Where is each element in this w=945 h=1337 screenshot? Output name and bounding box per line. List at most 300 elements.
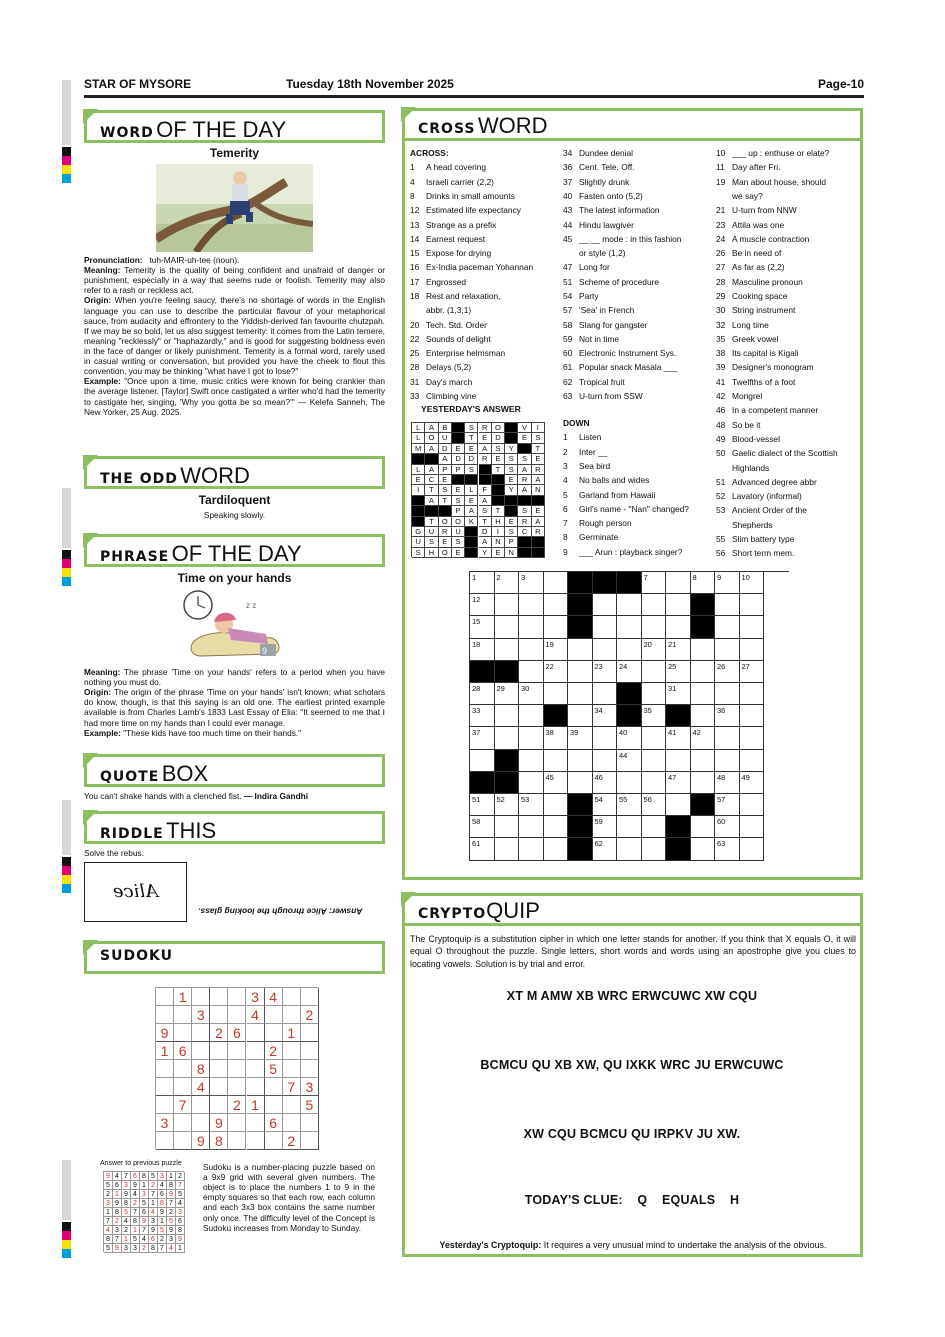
sudoku-cell[interactable]: 1 (283, 1024, 301, 1042)
sudoku-cell[interactable] (156, 1132, 174, 1150)
crossword-cell[interactable] (666, 794, 691, 816)
sudoku-cell[interactable]: 2 (265, 1042, 283, 1060)
crossword-cell[interactable] (519, 838, 544, 860)
clue-row (563, 516, 713, 530)
crossword-cell[interactable] (691, 661, 716, 683)
crossword-cell[interactable] (715, 794, 740, 816)
sudoku-cell[interactable] (156, 1096, 174, 1114)
sudoku-cell[interactable] (283, 1042, 301, 1060)
clue-text: Listen (579, 432, 602, 443)
crossword-clue-number: 23 (594, 661, 603, 671)
sudoku-cell[interactable] (301, 1114, 319, 1132)
answer-cell: A (425, 496, 438, 506)
sudoku-cell[interactable] (228, 1078, 246, 1096)
crossword-cell[interactable] (642, 661, 667, 683)
sudoku-cell[interactable] (174, 1060, 192, 1078)
crossword-cell[interactable] (519, 705, 544, 727)
clue-number: 18 (410, 290, 420, 301)
yesterday-answer-grid (411, 422, 545, 557)
crossword-cell[interactable] (470, 705, 495, 727)
crossword-clue-number: 1 (472, 573, 477, 582)
clue-text: Day after Fri. (732, 162, 781, 173)
sudoku-cell[interactable]: 9 (192, 1132, 210, 1150)
crossword-cell[interactable] (470, 838, 495, 860)
crossword-cell[interactable] (568, 727, 593, 749)
crossword-cell[interactable] (666, 594, 691, 616)
sudoku-cell[interactable] (174, 1132, 192, 1150)
crossword-cell[interactable] (470, 572, 495, 594)
sudoku-cell[interactable] (210, 1042, 228, 1060)
sudoku-cell[interactable] (174, 1006, 192, 1024)
crossword-cell[interactable] (568, 639, 593, 661)
sudoku-grid[interactable] (155, 987, 318, 1149)
crossword-cell[interactable] (691, 705, 716, 727)
crossword-cell[interactable] (519, 594, 544, 616)
sudoku-cell[interactable] (210, 1078, 228, 1096)
crossword-cell[interactable] (740, 572, 765, 594)
sudoku-cell[interactable] (210, 1096, 228, 1114)
crossword-cell[interactable] (691, 572, 716, 594)
crossword-cell[interactable] (666, 772, 691, 794)
sudoku-cell[interactable] (283, 1060, 301, 1078)
answer-black-cell (479, 465, 492, 475)
crossword-cell[interactable] (568, 750, 593, 772)
clue-number: 55 (716, 534, 726, 545)
crossword-cell[interactable] (568, 661, 593, 683)
crossword-cell[interactable] (740, 661, 765, 683)
crossword-cell[interactable] (715, 772, 740, 794)
crossword-cell[interactable] (740, 616, 765, 638)
crossword-cell[interactable] (495, 838, 520, 860)
sudoku-answer-cell: 2 (113, 1217, 122, 1226)
sudoku-cell[interactable]: 9 (210, 1114, 228, 1132)
clue-row (563, 217, 713, 231)
crossword-cell[interactable] (666, 750, 691, 772)
sudoku-answer-cell: 8 (140, 1172, 149, 1181)
sudoku-cell[interactable] (228, 1006, 246, 1024)
sudoku-cell[interactable] (174, 1114, 192, 1132)
crossword-cell[interactable] (544, 616, 569, 638)
crossword-cell[interactable] (593, 661, 618, 683)
sudoku-cell[interactable] (301, 1042, 319, 1060)
crossword-cell[interactable] (617, 772, 642, 794)
sudoku-cell[interactable] (210, 1006, 228, 1024)
crossword-clue-number: 21 (668, 639, 677, 649)
sudoku-cell[interactable] (283, 1006, 301, 1024)
clue-row (563, 246, 713, 260)
crossword-cell[interactable] (715, 727, 740, 749)
sudoku-cell[interactable] (283, 1114, 301, 1132)
crossword-cell[interactable] (544, 661, 569, 683)
clue-text: Dundee denial (579, 148, 634, 159)
crossword-cell[interactable] (519, 794, 544, 816)
crossword-cell[interactable] (715, 616, 740, 638)
crossword-cell[interactable] (740, 750, 765, 772)
sudoku-cell[interactable] (301, 1060, 319, 1078)
sudoku-cell[interactable] (301, 988, 319, 1006)
sudoku-answer-cell: 2 (122, 1226, 131, 1235)
crossword-cell[interactable] (495, 816, 520, 838)
clue-row (716, 289, 856, 303)
crossword-cell[interactable] (519, 639, 544, 661)
crossword-cell[interactable] (495, 727, 520, 749)
sudoku-cell[interactable]: 3 (301, 1078, 319, 1096)
crossword-cell[interactable] (593, 794, 618, 816)
crossword-cell[interactable] (593, 727, 618, 749)
sudoku-cell[interactable] (247, 1024, 265, 1042)
answer-cell: E (452, 548, 465, 558)
crossword-cell[interactable] (470, 594, 495, 616)
sudoku-cell[interactable] (192, 1114, 210, 1132)
clue-text: The latest information (579, 205, 660, 216)
crossword-cell[interactable] (617, 750, 642, 772)
crossword-cell[interactable] (642, 705, 667, 727)
crossword-cell[interactable] (519, 616, 544, 638)
clue-row (716, 332, 856, 346)
sudoku-cell[interactable]: 9 (156, 1024, 174, 1042)
sudoku-cell[interactable] (156, 1006, 174, 1024)
sudoku-cell[interactable]: 8 (192, 1060, 210, 1078)
header-label-big: THIS (166, 818, 217, 843)
sudoku-cell[interactable] (265, 1078, 283, 1096)
sudoku-cell[interactable] (301, 1024, 319, 1042)
clue-row (410, 203, 560, 217)
answer-cell: A (518, 465, 531, 475)
sudoku-cell[interactable]: 6 (174, 1042, 192, 1060)
answer-cell: L (412, 465, 425, 475)
crossword-cell[interactable] (740, 838, 765, 860)
crossword-cell[interactable] (666, 683, 691, 705)
crossword-cell[interactable] (593, 838, 618, 860)
answer-cell: E (492, 454, 505, 464)
corner-flag (83, 533, 98, 548)
crossword-cell[interactable] (519, 572, 544, 594)
crossword-cell[interactable] (642, 750, 667, 772)
sudoku-cell[interactable] (247, 1114, 265, 1132)
sudoku-cell[interactable]: 8 (210, 1132, 228, 1150)
crossword-cell[interactable] (666, 661, 691, 683)
crossword-black-cell (568, 594, 593, 616)
crossword-cell[interactable] (642, 616, 667, 638)
clue-row (410, 189, 560, 203)
crossword-cell[interactable] (495, 794, 520, 816)
crossword-cell[interactable] (593, 594, 618, 616)
crossword-cell[interactable] (691, 816, 716, 838)
header-label-small: THE ODD (100, 471, 178, 487)
sudoku-cell[interactable] (265, 1024, 283, 1042)
clue-number: 4 (410, 176, 415, 187)
crossword-cell[interactable] (568, 705, 593, 727)
crossword-cell[interactable] (691, 772, 716, 794)
clue-number: 31 (410, 376, 420, 387)
crossword-cell[interactable] (715, 705, 740, 727)
crossword-cell[interactable] (617, 838, 642, 860)
sudoku-cell[interactable]: 1 (174, 988, 192, 1006)
crossword-cell[interactable] (544, 683, 569, 705)
crossword-cell[interactable] (740, 639, 765, 661)
crossword-cell[interactable] (691, 727, 716, 749)
answer-cell: E (532, 506, 545, 516)
crossword-cell[interactable] (642, 838, 667, 860)
answer-cell: H (425, 548, 438, 558)
clue-text: Engrossed (426, 276, 467, 287)
crossword-cell[interactable] (740, 705, 765, 727)
crossword-cell[interactable] (593, 639, 618, 661)
sudoku-answer-cell: 9 (167, 1226, 176, 1235)
crossword-cell[interactable] (544, 594, 569, 616)
crossword-cell[interactable] (495, 683, 520, 705)
clue-row (563, 289, 713, 303)
sudoku-cell[interactable] (228, 1060, 246, 1078)
sudoku-cell[interactable]: 6 (265, 1114, 283, 1132)
crossword-clue-number: 49 (741, 772, 750, 782)
sudoku-cell[interactable]: 3 (247, 988, 265, 1006)
crossword-cell[interactable] (519, 750, 544, 772)
clue-number: 10 (716, 148, 726, 159)
crossword-cell[interactable] (691, 683, 716, 705)
crossword-cell[interactable] (544, 639, 569, 661)
sudoku-cell[interactable]: 3 (192, 1006, 210, 1024)
answer-cell: L (412, 423, 425, 433)
corner-flag (401, 892, 416, 907)
sudoku-cell[interactable]: 4 (265, 988, 283, 1006)
crossword-cell[interactable] (642, 683, 667, 705)
crossword-cell[interactable] (617, 616, 642, 638)
crossword-cell[interactable] (642, 794, 667, 816)
crossword-cell[interactable] (544, 794, 569, 816)
crossword-cell[interactable] (715, 816, 740, 838)
crossword-cell[interactable] (642, 772, 667, 794)
crossword-cell[interactable] (470, 616, 495, 638)
sudoku-cell[interactable] (265, 1006, 283, 1024)
sudoku-cell[interactable] (265, 1132, 283, 1150)
sudoku-cell[interactable] (247, 1132, 265, 1150)
crossword-cell[interactable] (470, 750, 495, 772)
sudoku-answer-cell: 9 (149, 1226, 158, 1235)
margin-grey-bar (62, 1160, 71, 1220)
sudoku-answer-cell: 7 (140, 1226, 149, 1235)
sudoku-cell[interactable]: 2 (301, 1006, 319, 1024)
example-label: Example: (84, 727, 121, 738)
answer-cell: A (425, 423, 438, 433)
sudoku-cell[interactable] (210, 1060, 228, 1078)
clue-row (716, 518, 856, 532)
sudoku-cell[interactable] (156, 1078, 174, 1096)
sudoku-answer-cell: 2 (140, 1244, 149, 1253)
crossword-cell[interactable] (715, 639, 740, 661)
crossword-cell[interactable] (740, 772, 765, 794)
crossword-cell[interactable] (740, 594, 765, 616)
clue-number: 38 (716, 348, 726, 359)
crossword-cell[interactable] (593, 772, 618, 794)
crossword-cell[interactable] (568, 772, 593, 794)
sudoku-answer-cell: 1 (176, 1244, 185, 1253)
crossword-cell[interactable] (715, 838, 740, 860)
crossword-cell[interactable] (666, 572, 691, 594)
sudoku-cell[interactable]: 5 (265, 1060, 283, 1078)
crossword-cell[interactable] (495, 572, 520, 594)
crossword-cell[interactable] (495, 616, 520, 638)
sudoku-cell[interactable] (192, 1096, 210, 1114)
sudoku-cell[interactable]: 2 (228, 1096, 246, 1114)
sudoku-cell[interactable] (301, 1132, 319, 1150)
crossword-cell[interactable] (617, 727, 642, 749)
meaning-text: Temerity is the quality of being confident and unafraid of danger or punishment, especially in a way that seems rude or foolish. Temerity may also refer to a rash or reckless act. (84, 265, 385, 296)
crossword-cell[interactable] (495, 594, 520, 616)
crossword-cell[interactable] (617, 594, 642, 616)
sudoku-cell[interactable] (283, 988, 301, 1006)
answer-cell: Y (505, 485, 518, 495)
clue-row (563, 502, 713, 516)
sudoku-cell[interactable] (192, 1024, 210, 1042)
answer-cell: U (452, 527, 465, 537)
crossword-cell[interactable] (470, 816, 495, 838)
crossword-cell[interactable] (544, 750, 569, 772)
sudoku-cell[interactable] (247, 1042, 265, 1060)
crossword-black-cell (691, 794, 716, 816)
answer-cell: S (492, 444, 505, 454)
clue-row (716, 432, 856, 446)
crossword-cell[interactable] (642, 816, 667, 838)
crossword-cell[interactable] (519, 727, 544, 749)
answer-cell: P (505, 537, 518, 547)
sudoku-answer-cell: 4 (176, 1199, 185, 1208)
answer-cell: O (452, 517, 465, 527)
answer-cell: K (465, 517, 478, 527)
crossword-cell[interactable] (666, 727, 691, 749)
crossword-cell[interactable] (593, 616, 618, 638)
crossword-cell[interactable] (740, 816, 765, 838)
crossword-cell[interactable] (544, 772, 569, 794)
crossword-cell[interactable] (544, 572, 569, 594)
crossword-cell[interactable] (691, 838, 716, 860)
sudoku-answer-cell: 2 (176, 1172, 185, 1181)
crossword-cell[interactable] (617, 639, 642, 661)
sudoku-cell[interactable] (156, 1060, 174, 1078)
clue-row (410, 318, 560, 332)
crossword-cell[interactable] (691, 750, 716, 772)
crossword-cell[interactable] (642, 594, 667, 616)
sudoku-cell[interactable] (174, 1078, 192, 1096)
crossword-cell[interactable] (495, 639, 520, 661)
sudoku-cell[interactable]: 7 (283, 1078, 301, 1096)
sudoku-cell[interactable] (156, 988, 174, 1006)
clue-text: Mongrel (732, 391, 763, 402)
crossword-cell[interactable] (519, 683, 544, 705)
clue-text: Gaelic dialect of the Scottish (732, 448, 838, 459)
crossword-cell[interactable] (617, 794, 642, 816)
clue-row (410, 275, 560, 289)
crossword-cell[interactable] (593, 816, 618, 838)
crossword-cell[interactable] (593, 750, 618, 772)
clue-text: Man about house, should (732, 176, 827, 187)
clue-number: 60 (563, 348, 573, 359)
crossword-cell[interactable] (740, 794, 765, 816)
answer-cell: E (518, 433, 531, 443)
sudoku-cell[interactable] (265, 1096, 283, 1114)
sudoku-cell[interactable]: 7 (174, 1096, 192, 1114)
across-clues-col1 (410, 146, 560, 403)
crossword-cell[interactable] (593, 705, 618, 727)
crossword-cell[interactable] (519, 661, 544, 683)
sudoku-cell[interactable] (228, 1042, 246, 1060)
sudoku-answer-cell: 5 (176, 1190, 185, 1199)
crossword-cell[interactable] (617, 816, 642, 838)
sudoku-cell[interactable] (192, 1042, 210, 1060)
answer-cell: E (465, 496, 478, 506)
answer-cell: A (465, 506, 478, 516)
sudoku-cell[interactable]: 6 (228, 1024, 246, 1042)
crossword-cell[interactable] (495, 705, 520, 727)
sudoku-cell[interactable] (228, 1114, 246, 1132)
crossword-cell[interactable] (642, 639, 667, 661)
sudoku-cell[interactable]: 3 (156, 1114, 174, 1132)
crossword-cell[interactable] (740, 727, 765, 749)
sudoku-cell[interactable]: 1 (247, 1096, 265, 1114)
crossword-cell[interactable] (470, 794, 495, 816)
clue-number: 59 (563, 333, 573, 344)
crossword-cell[interactable] (568, 683, 593, 705)
answer-cell: A (439, 454, 452, 464)
crossword-cell[interactable] (617, 661, 642, 683)
crossword-cell[interactable] (642, 727, 667, 749)
crossword-cell[interactable] (593, 683, 618, 705)
crossword-cell[interactable] (470, 727, 495, 749)
sudoku-cell[interactable] (210, 988, 228, 1006)
crossword-cell[interactable] (470, 683, 495, 705)
crossword-cell[interactable] (715, 661, 740, 683)
sudoku-cell[interactable] (228, 988, 246, 1006)
sudoku-cell[interactable] (283, 1096, 301, 1114)
crossword-cell[interactable] (666, 639, 691, 661)
clue-number: 27 (716, 262, 726, 273)
sudoku-cell[interactable]: 2 (210, 1024, 228, 1042)
clue-text: abbr. (1,3,1) (426, 305, 472, 316)
crossword-black-cell (666, 816, 691, 838)
odd-word-header (84, 456, 385, 489)
crossword-cell[interactable] (715, 683, 740, 705)
crossword-cell[interactable] (544, 727, 569, 749)
sudoku-answer-cell: 6 (158, 1190, 167, 1199)
sudoku-cell[interactable]: 5 (301, 1096, 319, 1114)
crossword-cell[interactable] (715, 572, 740, 594)
sudoku-cell[interactable]: 1 (156, 1042, 174, 1060)
crossword-cell[interactable] (715, 750, 740, 772)
sudoku-cell[interactable] (228, 1132, 246, 1150)
sudoku-cell[interactable] (247, 1078, 265, 1096)
crossword-cell[interactable] (740, 683, 765, 705)
sudoku-cell[interactable]: 2 (283, 1132, 301, 1150)
clue-text: Sounds of delight (426, 333, 491, 344)
sudoku-cell[interactable]: 4 (247, 1006, 265, 1024)
crossword-grid[interactable] (469, 571, 789, 861)
crossword-cell[interactable] (642, 572, 667, 594)
paper-name: STAR OF MYSORE (84, 77, 192, 91)
sudoku-cell[interactable] (247, 1060, 265, 1078)
crossword-cell[interactable] (470, 639, 495, 661)
sudoku-cell[interactable] (192, 988, 210, 1006)
crossword-cell[interactable] (519, 816, 544, 838)
crossword-cell[interactable] (519, 772, 544, 794)
crossword-cell[interactable] (544, 838, 569, 860)
sudoku-cell[interactable]: 4 (192, 1078, 210, 1096)
crossword-cell[interactable] (544, 816, 569, 838)
crossword-cell[interactable] (666, 616, 691, 638)
sudoku-cell[interactable] (174, 1024, 192, 1042)
answer-black-cell (518, 548, 531, 558)
crossword-cell[interactable] (691, 639, 716, 661)
crossword-cell[interactable] (715, 594, 740, 616)
